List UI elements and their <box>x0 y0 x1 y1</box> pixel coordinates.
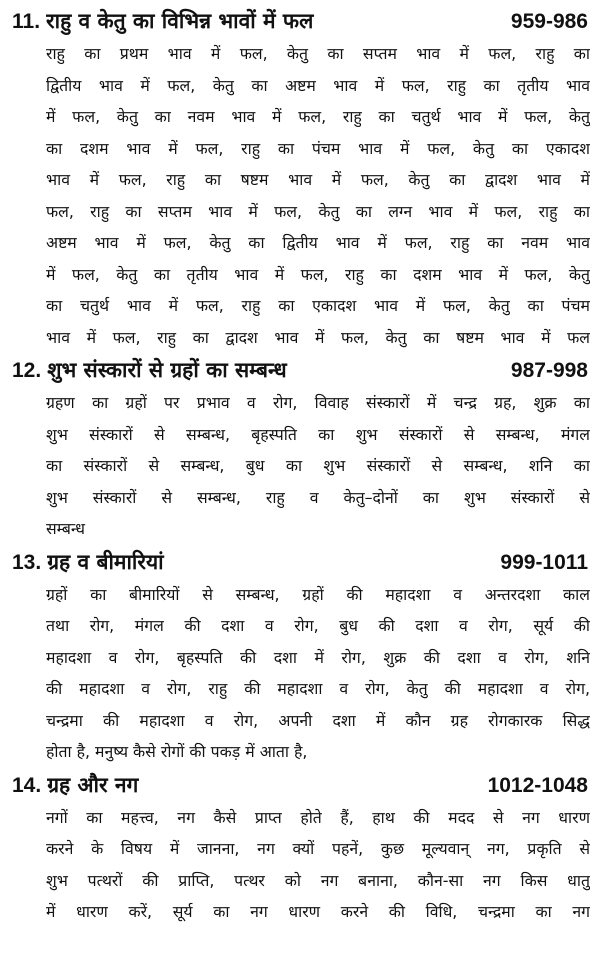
description-line: का संस्कारों से सम्बन्ध, बुध का शुभ संस्कारों से सम्बन्ध, शनि का <box>46 456 590 475</box>
chapter-heading <box>12 353 590 387</box>
chapter-description <box>12 38 590 353</box>
description-line: द्वितीय भाव में फल, केतु का अष्टम भाव में फल, राहु का तृतीय भाव <box>46 75 590 95</box>
description-line: भाव में फल, राहु का षष्टम भाव में फल, केतु का द्वादश भाव में <box>46 170 590 189</box>
chapter-title: शुभ संस्कारों से ग्रहों का सम्बन्ध <box>47 358 287 382</box>
chapter-12 <box>12 353 590 545</box>
chapter-heading <box>12 768 590 802</box>
description-line: शुभ पत्थरों की प्राप्ति, पत्थर को नग बनाना, कौन-सा नग किस धातु <box>46 870 590 890</box>
description-line: चन्द्रमा की महादशा व रोग, अपनी दशा में कौन ग्रह रोगकारक सिद्ध <box>46 710 590 730</box>
chapter-title: ग्रह और नग <box>47 772 139 797</box>
chapter-14 <box>12 768 590 928</box>
description-line: ग्रहण का ग्रहों पर प्रभाव व रोग, विवाह संस्कारों में चन्द्र ग्रह, शुक्र का <box>46 393 590 412</box>
description-line: शुभ संस्कारों से सम्बन्ध, बृहस्पति का शुभ संस्कारों से सम्बन्ध, मंगल <box>46 424 590 444</box>
chapter-page-range: 1012-1048 <box>487 773 588 797</box>
description-line: भाव में फल, राहु का द्वादश भाव में फल, केतु का षष्टम भाव में फल <box>46 327 590 347</box>
description-line: ग्रहों का बीमारियों से सम्बन्ध, ग्रहों की महादशा व अन्तरदशा काल <box>46 584 590 604</box>
chapter-number: 11. <box>12 10 41 33</box>
description-line: अष्टम भाव में फल, केतु का द्वितीय भाव में फल, राहु का नवम भाव <box>46 233 590 252</box>
chapter-page-range: 987-998 <box>510 359 588 382</box>
chapter-title: ग्रह व बीमारियां <box>47 549 164 574</box>
description-line: शुभ संस्कारों से सम्बन्ध, राहु व केतु–दोनों का शुभ संस्कारों से <box>46 487 590 507</box>
description-line: में फल, केतु का नवम भाव में फल, राहु का चतुर्थ भाव में फल, केतु <box>46 107 590 126</box>
description-line: फल, राहु का सप्तम भाव में फल, केतु का लग्न भाव में फल, राहु का <box>46 201 590 221</box>
description-line: होता है, मनुष्य कैसे रोगों की पकड़ में आता है, <box>46 742 308 761</box>
chapter-description <box>12 579 590 768</box>
description-line: का चतुर्थ भाव में फल, राहु का एकादश भाव में फल, केतु का पंचम <box>46 296 590 315</box>
description-line: करने के विषय में जानना, नग क्यों पहनें, कुछ मूल्यवान् नग, प्रकृति से <box>46 839 590 858</box>
chapter-description <box>12 802 590 928</box>
chapter-number: 13. <box>12 550 42 574</box>
chapter-heading <box>12 545 590 579</box>
chapter-number: 14. <box>12 773 42 797</box>
description-line: सम्बन्ध <box>46 519 85 538</box>
chapter-page-range: 999-1011 <box>500 550 588 574</box>
description-line: की महादशा व रोग, राहु की महादशा व रोग, केतु की महादशा व रोग, <box>46 679 590 698</box>
description-line: नगों का महत्त्व, नग कैसे प्राप्त होते हैं, हाथ की मदद से नग धारण <box>46 807 590 827</box>
chapter-description <box>12 387 590 545</box>
description-line: में फल, केतु का तृतीय भाव में फल, राहु का दशम भाव में फल, केतु <box>46 264 590 284</box>
description-line: महादशा व रोग, बृहस्पति की दशा में रोग, शुक्र की दशा व रोग, शनि <box>46 647 590 667</box>
chapter-title: राहु व केतु का विभिन्न भावों में फल <box>46 9 314 33</box>
description-line: तथा रोग, मंगल की दशा व रोग, बुध की दशा व रोग, सूर्य की <box>46 616 590 635</box>
description-line: राहु का प्रथम भाव में फल, केतु का सप्तम भाव में फल, राहु का <box>46 44 590 63</box>
chapter-heading <box>12 4 590 38</box>
chapter-13 <box>12 545 590 768</box>
description-line: का दशम भाव में फल, राहु का पंचम भाव में फल, केतु का एकादश <box>46 138 590 158</box>
description-line: में धारण करें, सूर्य का नग धारण करने की विधि, चन्द्रमा का नग <box>46 902 590 921</box>
chapter-page-range: 959-986 <box>510 10 588 33</box>
chapter-number: 12. <box>12 359 42 382</box>
chapter-11 <box>12 4 590 353</box>
